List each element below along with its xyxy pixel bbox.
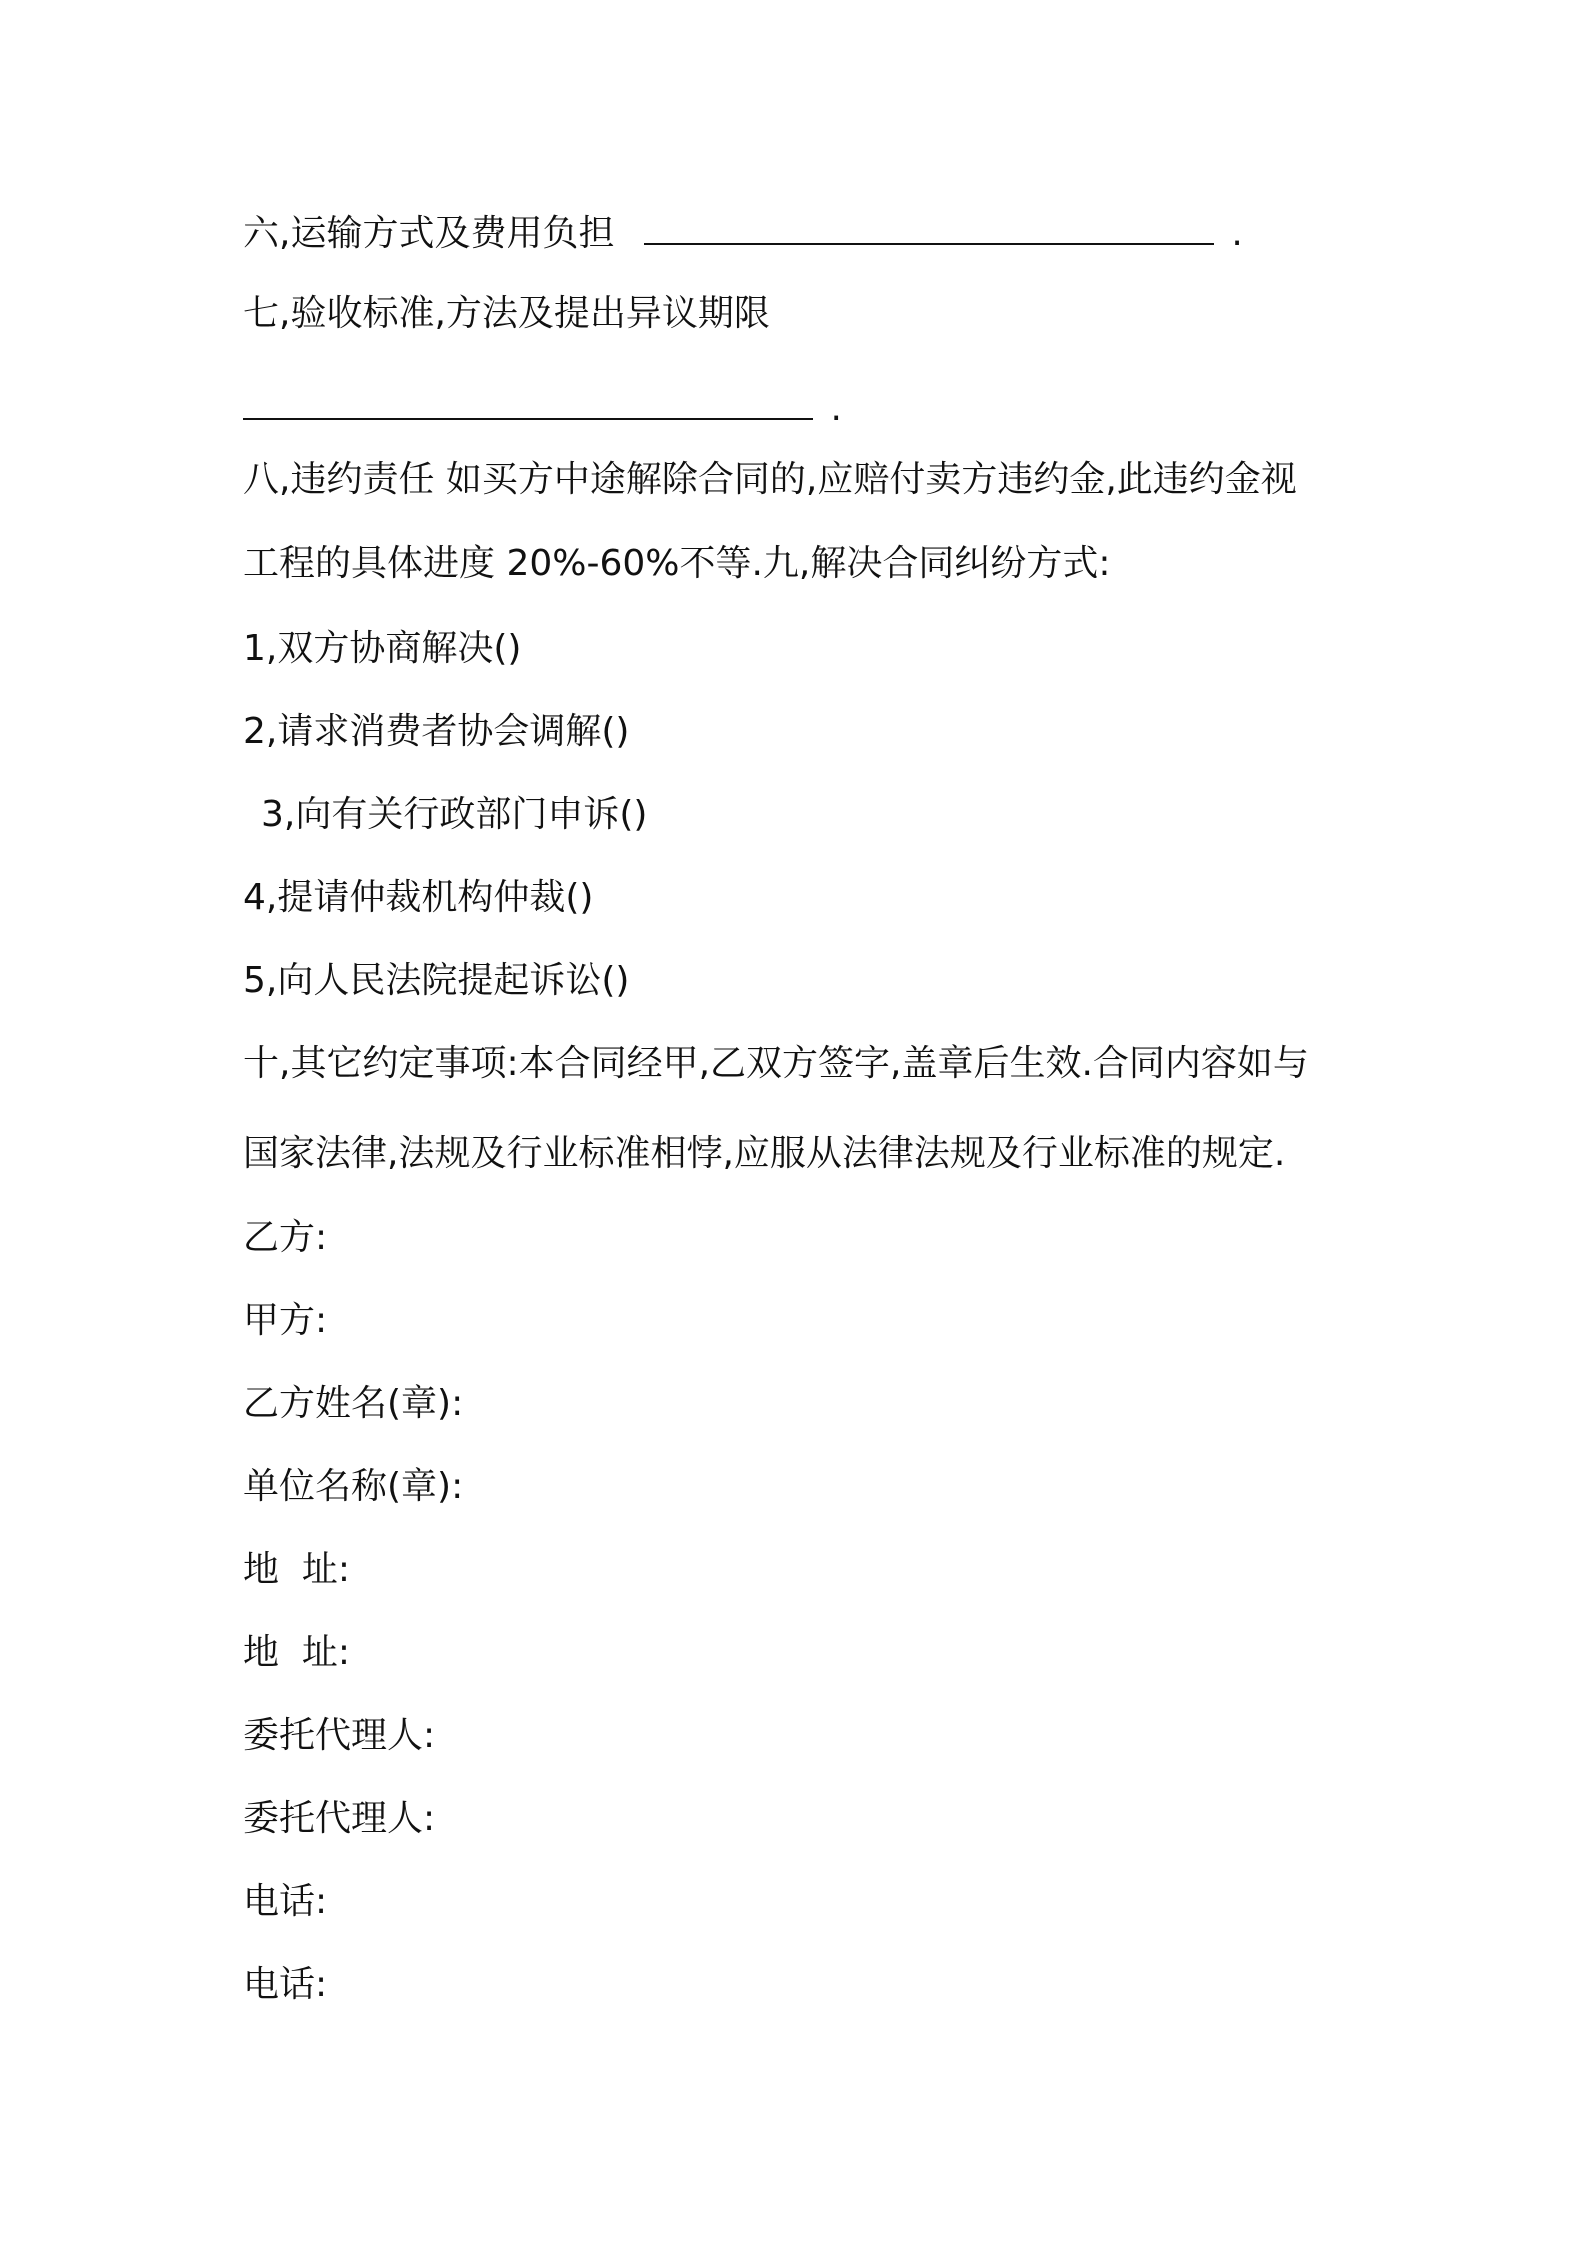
- phone-label-2: 电话:: [243, 1964, 328, 2005]
- address-label-2: 地 址:: [243, 1632, 351, 1673]
- section-6-blank: [644, 213, 1214, 245]
- section-8-line-2: 工程的具体进度 20%-60%不等.九,解决合同纠纷方式:: [243, 543, 1111, 584]
- section-7-label: 七,验收标准,方法及提出异议期限: [243, 293, 770, 334]
- address-label-1: 地 址:: [243, 1549, 351, 1590]
- section-7-blank: [243, 388, 813, 420]
- agent-label-1: 委托代理人:: [243, 1715, 436, 1756]
- section-10-line-1: 十,其它约定事项:本合同经甲,乙双方签字,盖章后生效.合同内容如与: [243, 1043, 1309, 1084]
- dispute-option-3: 3,向有关行政部门申诉(): [261, 794, 648, 835]
- section-6-end: .: [1231, 213, 1243, 254]
- dispute-option-4: 4,提请仲裁机构仲裁(): [243, 877, 594, 918]
- section-7-end: .: [830, 388, 842, 429]
- party-b-name-seal: 乙方姓名(章):: [243, 1383, 464, 1424]
- section-7-heading: [243, 290, 770, 338]
- party-a-label: 甲方:: [243, 1300, 328, 1341]
- section-10-line-2: 国家法律,法规及行业标准相悖,应服从法律法规及行业标准的规定.: [243, 1133, 1286, 1174]
- unit-name-seal: 单位名称(章):: [243, 1466, 464, 1507]
- section-6-line: [243, 210, 1243, 258]
- dispute-option-1: 1,双方协商解决(): [243, 628, 522, 669]
- dispute-option-2: 2,请求消费者协会调解(): [243, 711, 630, 752]
- party-b-label: 乙方:: [243, 1217, 328, 1258]
- section-8-line-1: 八,违约责任 如买方中途解除合同的,应赔付卖方违约金,此违约金视: [243, 459, 1297, 500]
- dispute-option-5: 5,向人民法院提起诉讼(): [243, 960, 630, 1001]
- phone-label-1: 电话:: [243, 1881, 328, 1922]
- section-7-blank-line: [243, 385, 842, 433]
- section-6-label: 六,运输方式及费用负担: [243, 213, 615, 254]
- agent-label-2: 委托代理人:: [243, 1798, 436, 1839]
